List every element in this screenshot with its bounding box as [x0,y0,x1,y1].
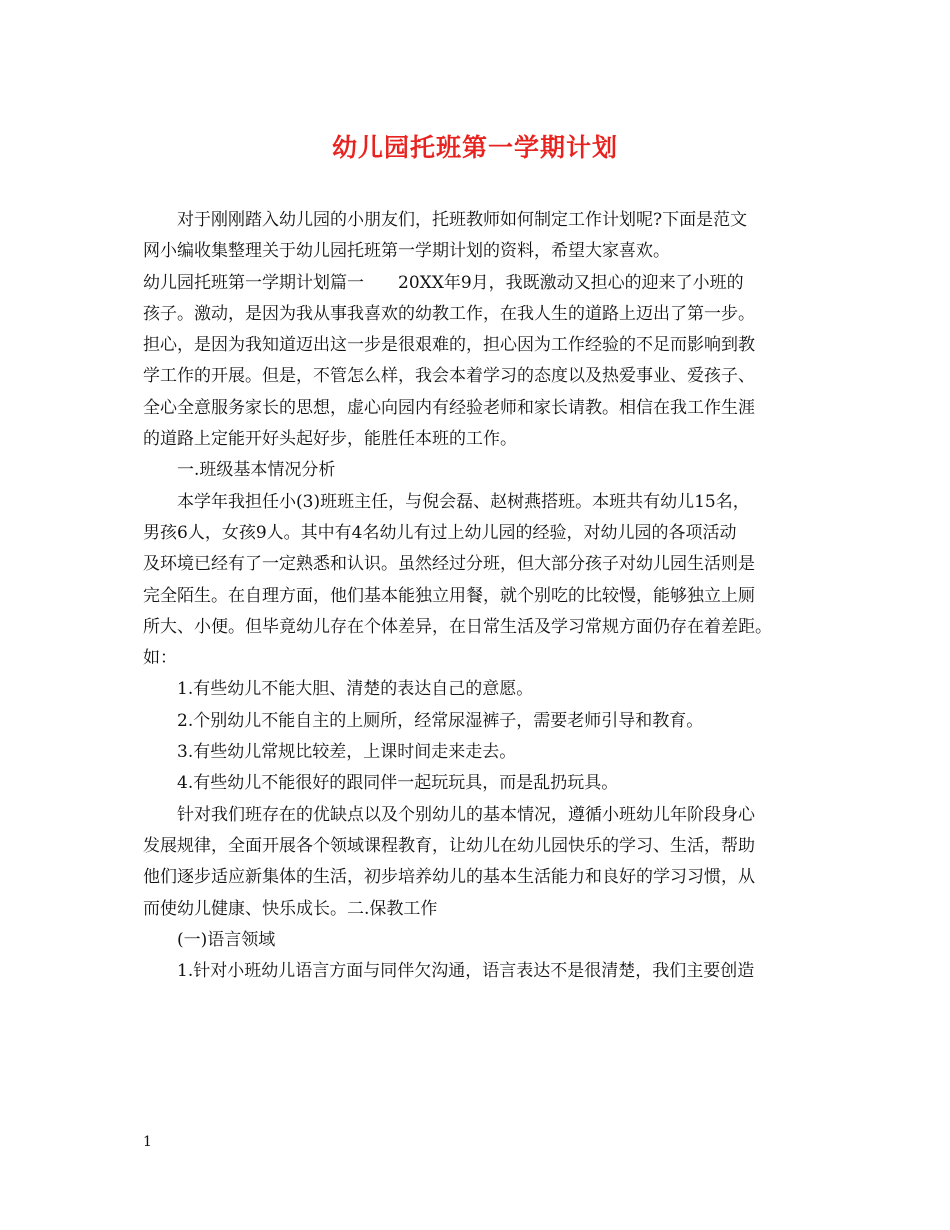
section-heading: 一.班级基本情况分析 [177,460,336,481]
text-line: 孩子。激动，是因为我从事我喜欢的幼教工作，在我人生的道路上迈出了第一步。 [143,303,755,324]
text-line: 完全陌生。在自理方面，他们基本能独立用餐，就个别吃的比较慢，能够独立上厕 [143,585,755,606]
text-line: 而使幼儿健康、快乐成长。二.保教工作 [143,898,438,919]
text-line: 及环境已经有了一定熟悉和认识。虽然经过分班，但大部分孩子对幼儿园生活则是 [143,554,755,575]
section-heading: (一)语言领域 [177,929,276,950]
list-item: 2.个别幼儿不能自主的上厕所，经常尿湿裤子，需要老师引导和教育。 [177,710,704,731]
text-line: 担心，是因为我知道迈出这一步是很艰难的，担心因为工作经验的不足而影响到教 [143,335,755,356]
page-number: 1 [143,1134,152,1150]
document-title: 幼儿园托班第一学期计划 [331,133,618,162]
list-item: 4.有些幼儿不能很好的跟同伴一起玩玩具，而是乱扔玩具。 [177,773,619,794]
text-line: 学工作的开展。但是，不管怎么样，我会本着学习的态度以及热爱事业、爱孩子、 [143,366,755,387]
text-line: 针对我们班存在的优缺点以及个别幼儿的基本情况，遵循小班幼儿年阶段身心 [177,804,755,825]
document-body [143,205,823,987]
text-line: 所大、小便。但毕竟幼儿存在个体差异，在日常生活及学习常规方面仍存在着差距。 [143,616,772,637]
text-line: 对于刚刚踏入幼儿园的小朋友们，托班教师如何制定工作计划呢?下面是范文 [177,210,748,230]
text-line: 男孩6人，女孩9人。其中有4名幼儿有过上幼儿园的经验，对幼儿园的各项活动 [143,522,737,543]
text-line: 网小编收集整理关于幼儿园托班第一学期计划的资料，希望大家喜欢。 [143,241,670,262]
text-line: 的道路上定能开好头起好步，能胜任本班的工作。 [143,429,517,450]
list-item: 1.针对小班幼儿语言方面与同伴欠沟通，语言表达不是很清楚，我们主要创造 [177,961,755,982]
list-item: 3.有些幼儿常规比较差，上课时间走来走去。 [177,742,517,763]
list-item: 1.有些幼儿不能大胆、清楚的表达自己的意愿。 [177,679,534,700]
text-line: 他们逐步适应新集体的生活，初步培养幼儿的基本生活能力和良好的学习习惯，从 [143,867,755,888]
text-line: 幼儿园托班第一学期计划篇一 20XX年9月，我既激动又担心的迎来了小班的 [143,272,744,293]
text-line: 如： [143,648,177,669]
text-line: 发展规律，全面开展各个领域课程教育，让幼儿在幼儿园快乐的学习、生活，帮助 [143,835,755,856]
text-line: 全心全意服务家长的思想，虚心向园内有经验老师和家长请教。相信在我工作生涯 [143,397,755,418]
text-line: 本学年我担任小(3)班班主任，与倪会磊、赵树燕搭班。本班共有幼儿15名， [177,491,750,512]
